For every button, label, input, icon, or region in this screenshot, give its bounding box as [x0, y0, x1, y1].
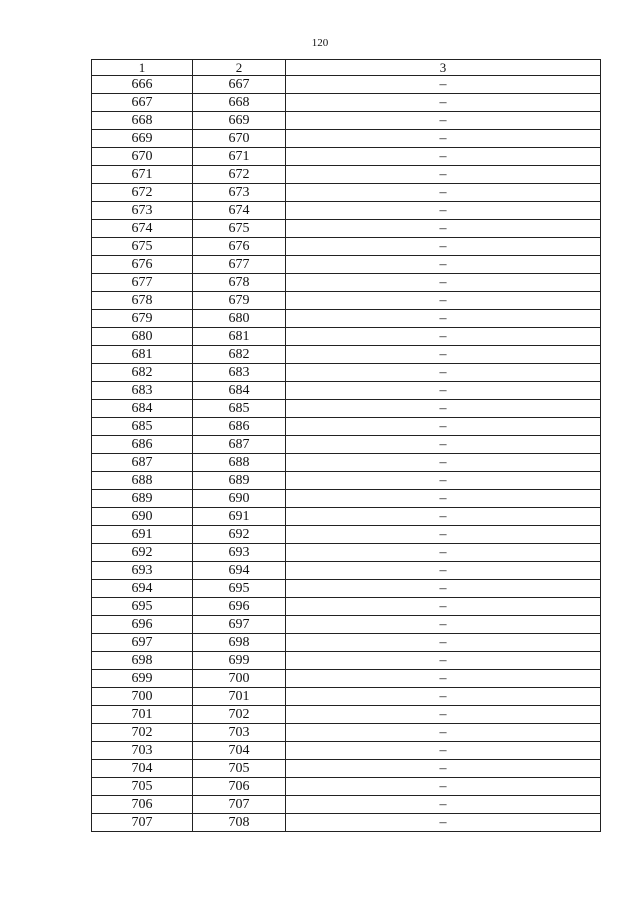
- table-cell-col-1: 703: [92, 742, 193, 760]
- table-cell-col-1: 704: [92, 760, 193, 778]
- table-row: [92, 454, 601, 472]
- table-cell-col-3: –: [286, 724, 601, 742]
- table-cell-col-2: 675: [193, 220, 286, 238]
- table-row: [92, 760, 601, 778]
- table-cell-col-2: 676: [193, 238, 286, 256]
- table-row: [92, 616, 601, 634]
- data-table: [91, 59, 601, 832]
- table-cell-col-3: –: [286, 760, 601, 778]
- table-cell-col-3: –: [286, 472, 601, 490]
- table-row: [92, 418, 601, 436]
- table-cell-col-2: 688: [193, 454, 286, 472]
- table-cell-col-3: –: [286, 400, 601, 418]
- table-cell-col-1: 683: [92, 382, 193, 400]
- table-row: [92, 724, 601, 742]
- table-cell-col-2: 689: [193, 472, 286, 490]
- table-cell-col-3: –: [286, 274, 601, 292]
- table-cell-col-2: 696: [193, 598, 286, 616]
- table-cell-col-2: 685: [193, 400, 286, 418]
- table-cell-col-2: 698: [193, 634, 286, 652]
- table-cell-col-2: 695: [193, 580, 286, 598]
- table-cell-col-3: –: [286, 598, 601, 616]
- table-cell-col-1: 680: [92, 328, 193, 346]
- table-row: [92, 346, 601, 364]
- table-cell-col-2: 682: [193, 346, 286, 364]
- table-cell-col-1: 693: [92, 562, 193, 580]
- table-cell-col-1: 695: [92, 598, 193, 616]
- table-row: [92, 688, 601, 706]
- table-row: [92, 112, 601, 130]
- table-cell-col-2: 668: [193, 94, 286, 112]
- table-cell-col-3: –: [286, 328, 601, 346]
- table-cell-col-2: 687: [193, 436, 286, 454]
- table-row: [92, 562, 601, 580]
- table-cell-col-2: 708: [193, 814, 286, 832]
- table-cell-col-1: 670: [92, 148, 193, 166]
- table-cell-col-2: 690: [193, 490, 286, 508]
- table-row: [92, 400, 601, 418]
- table-cell-col-1: 701: [92, 706, 193, 724]
- table-cell-col-3: –: [286, 742, 601, 760]
- table-row: [92, 220, 601, 238]
- table-cell-col-2: 697: [193, 616, 286, 634]
- table-row: [92, 238, 601, 256]
- table-cell-col-2: 699: [193, 652, 286, 670]
- table-row: [92, 796, 601, 814]
- column-header-2: 2: [193, 60, 286, 76]
- table-cell-col-3: –: [286, 148, 601, 166]
- table-cell-col-2: 678: [193, 274, 286, 292]
- table-row: [92, 274, 601, 292]
- table-cell-col-2: 671: [193, 148, 286, 166]
- table-cell-col-2: 702: [193, 706, 286, 724]
- table-cell-col-1: 673: [92, 202, 193, 220]
- table-cell-col-1: 678: [92, 292, 193, 310]
- table-cell-col-3: –: [286, 292, 601, 310]
- table-cell-col-1: 688: [92, 472, 193, 490]
- page-number: 120: [311, 37, 329, 49]
- table-cell-col-1: 679: [92, 310, 193, 328]
- table-cell-col-1: 685: [92, 418, 193, 436]
- table-cell-col-1: 691: [92, 526, 193, 544]
- table-cell-col-3: –: [286, 778, 601, 796]
- table-cell-col-3: –: [286, 112, 601, 130]
- table-cell-col-1: 675: [92, 238, 193, 256]
- table-cell-col-1: 667: [92, 94, 193, 112]
- table-cell-col-3: –: [286, 184, 601, 202]
- table-cell-col-2: 672: [193, 166, 286, 184]
- table-row: [92, 670, 601, 688]
- table-row: [92, 580, 601, 598]
- table-cell-col-1: 672: [92, 184, 193, 202]
- table-cell-col-3: –: [286, 544, 601, 562]
- table-cell-col-2: 703: [193, 724, 286, 742]
- table-cell-col-2: 693: [193, 544, 286, 562]
- table-row: [92, 184, 601, 202]
- table-cell-col-3: –: [286, 490, 601, 508]
- table-row: [92, 310, 601, 328]
- table-cell-col-2: 691: [193, 508, 286, 526]
- table-cell-col-1: 686: [92, 436, 193, 454]
- table-cell-col-2: 674: [193, 202, 286, 220]
- table-cell-col-1: 696: [92, 616, 193, 634]
- table-cell-col-3: –: [286, 346, 601, 364]
- table-cell-col-3: –: [286, 526, 601, 544]
- table-cell-col-2: 707: [193, 796, 286, 814]
- table-row: [92, 148, 601, 166]
- table-cell-col-1: 690: [92, 508, 193, 526]
- table-row: [92, 256, 601, 274]
- table-cell-col-1: 684: [92, 400, 193, 418]
- table-cell-col-2: 683: [193, 364, 286, 382]
- table-cell-col-1: 668: [92, 112, 193, 130]
- table-cell-col-2: 692: [193, 526, 286, 544]
- table-cell-col-1: 707: [92, 814, 193, 832]
- table-cell-col-3: –: [286, 580, 601, 598]
- table-row: [92, 652, 601, 670]
- table-row: [92, 382, 601, 400]
- table-cell-col-1: 666: [92, 76, 193, 94]
- table-cell-col-2: 700: [193, 670, 286, 688]
- table-cell-col-2: 706: [193, 778, 286, 796]
- column-header-3: 3: [286, 60, 601, 76]
- table-cell-col-1: 669: [92, 130, 193, 148]
- table-cell-col-3: –: [286, 130, 601, 148]
- table-cell-col-2: 684: [193, 382, 286, 400]
- table-cell-col-2: 704: [193, 742, 286, 760]
- table-cell-col-1: 697: [92, 634, 193, 652]
- table-cell-col-2: 681: [193, 328, 286, 346]
- table-cell-col-3: –: [286, 508, 601, 526]
- table-cell-col-2: 701: [193, 688, 286, 706]
- table-cell-col-2: 670: [193, 130, 286, 148]
- table-cell-col-3: –: [286, 256, 601, 274]
- table-cell-col-1: 671: [92, 166, 193, 184]
- table-cell-col-1: 692: [92, 544, 193, 562]
- table-cell-col-1: 676: [92, 256, 193, 274]
- table-cell-col-3: –: [286, 634, 601, 652]
- table-row: [92, 598, 601, 616]
- table-row: [92, 544, 601, 562]
- table-row: [92, 292, 601, 310]
- table-cell-col-1: 674: [92, 220, 193, 238]
- table-row: [92, 742, 601, 760]
- table-cell-col-3: –: [286, 562, 601, 580]
- table-cell-col-2: 669: [193, 112, 286, 130]
- table-cell-col-3: –: [286, 166, 601, 184]
- table-row: [92, 364, 601, 382]
- table-cell-col-1: 694: [92, 580, 193, 598]
- table-row: [92, 490, 601, 508]
- table-cell-col-3: –: [286, 220, 601, 238]
- table-row: [92, 166, 601, 184]
- table-cell-col-1: 677: [92, 274, 193, 292]
- table-cell-col-2: 680: [193, 310, 286, 328]
- table-cell-col-2: 677: [193, 256, 286, 274]
- table-cell-col-1: 698: [92, 652, 193, 670]
- table-cell-col-1: 705: [92, 778, 193, 796]
- table-cell-col-1: 700: [92, 688, 193, 706]
- table-row: [92, 526, 601, 544]
- table-row: [92, 814, 601, 832]
- table-cell-col-3: –: [286, 616, 601, 634]
- table-row: [92, 634, 601, 652]
- table-cell-col-1: 702: [92, 724, 193, 742]
- table-cell-col-3: –: [286, 310, 601, 328]
- table-cell-col-3: –: [286, 94, 601, 112]
- table-cell-col-1: 681: [92, 346, 193, 364]
- table-cell-col-3: –: [286, 796, 601, 814]
- table-cell-col-3: –: [286, 76, 601, 94]
- table-row: [92, 328, 601, 346]
- table-row: [92, 508, 601, 526]
- table-cell-col-3: –: [286, 688, 601, 706]
- table-cell-col-2: 686: [193, 418, 286, 436]
- table-cell-col-1: 706: [92, 796, 193, 814]
- table-cell-col-2: 694: [193, 562, 286, 580]
- table-cell-col-3: –: [286, 238, 601, 256]
- table-row: [92, 130, 601, 148]
- table-cell-col-3: –: [286, 418, 601, 436]
- table-cell-col-3: –: [286, 436, 601, 454]
- table-row: [92, 472, 601, 490]
- table-cell-col-1: 682: [92, 364, 193, 382]
- table-cell-col-1: 689: [92, 490, 193, 508]
- table-cell-col-2: 673: [193, 184, 286, 202]
- table-cell-col-1: 699: [92, 670, 193, 688]
- table-header-row: [92, 60, 601, 76]
- table-row: [92, 436, 601, 454]
- table-row: [92, 94, 601, 112]
- table-row: [92, 706, 601, 724]
- table-cell-col-2: 705: [193, 760, 286, 778]
- table-cell-col-3: –: [286, 706, 601, 724]
- table-body: [92, 76, 601, 832]
- table-row: [92, 778, 601, 796]
- table-cell-col-3: –: [286, 364, 601, 382]
- table-row: [92, 202, 601, 220]
- table-cell-col-1: 687: [92, 454, 193, 472]
- table-cell-col-3: –: [286, 814, 601, 832]
- table-cell-col-3: –: [286, 670, 601, 688]
- table-cell-col-3: –: [286, 454, 601, 472]
- table-cell-col-2: 679: [193, 292, 286, 310]
- table-row: [92, 76, 601, 94]
- table-cell-col-2: 667: [193, 76, 286, 94]
- column-header-1: 1: [92, 60, 193, 76]
- table-cell-col-3: –: [286, 652, 601, 670]
- table-cell-col-3: –: [286, 382, 601, 400]
- table-cell-col-3: –: [286, 202, 601, 220]
